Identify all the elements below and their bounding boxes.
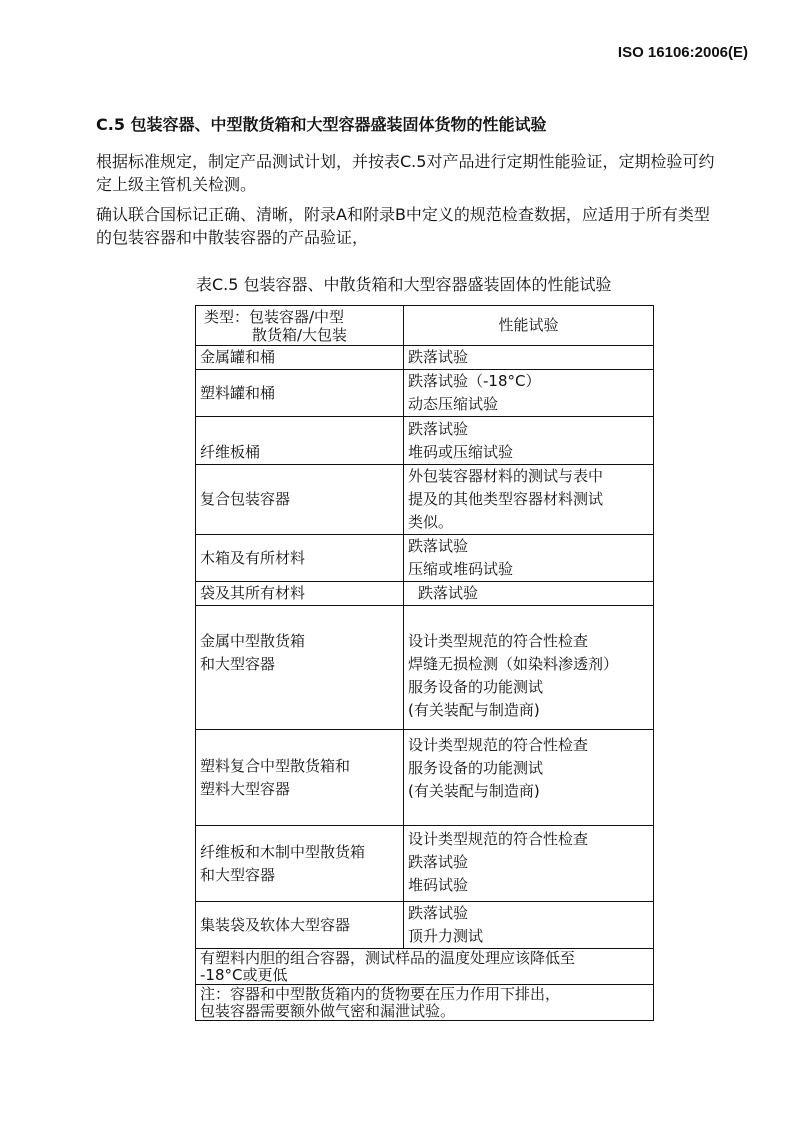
test-item: 设计类型规范的符合性检查 (408, 830, 589, 848)
test-item: 跌落试验 (408, 853, 469, 871)
type-column-header (196, 306, 404, 346)
test-item: 服务设备的功能测试 (408, 759, 544, 777)
test-item: 压缩或堆码试验 (408, 560, 514, 578)
test-item: (有关装配与制造商) (408, 701, 540, 719)
package-type-line: 纤维板和木制中型散货箱 (200, 842, 366, 861)
package-type: 金属罐和桶 (196, 346, 404, 370)
note-line: 有塑料内胆的组合容器，测试样品的温度处理应该降低至 (200, 948, 576, 967)
test-list (404, 370, 654, 417)
note-line: 包装容器需要额外做气密和漏泄试验。 (200, 1001, 456, 1020)
test-item: 设计类型规范的符合性检查 (408, 632, 589, 650)
test-list (404, 902, 654, 949)
table-row (196, 465, 654, 535)
test-item: 外包装容器材料的测试与表中 (408, 467, 604, 485)
test-item: 跌落试验 (408, 419, 469, 438)
table-header-row (196, 306, 654, 346)
test-list (404, 606, 654, 730)
package-type: 塑料罐和桶 (196, 370, 404, 417)
test-item: 顶升力测试 (408, 927, 484, 945)
table-row (196, 730, 654, 826)
table-row (196, 902, 654, 949)
package-type-line: 塑料大型容器 (200, 779, 291, 798)
tests-column-header: 性能试验 (404, 306, 654, 346)
test-item: 跌落试验（-18°C） (408, 372, 541, 390)
package-type (196, 826, 404, 902)
package-type: 袋及其所有材料 (196, 582, 404, 606)
package-type (196, 606, 404, 730)
paragraph-2: 确认联合国标记正确、清晰，附录A和附录B中定义的规范检查数据，应适用于所有类型的包装容器和中散装容器的产品验证， (96, 205, 710, 247)
temperature-note (196, 949, 654, 985)
performance-test-table (195, 305, 654, 1021)
pressure-note (196, 985, 654, 1021)
test-item: 跌落试验 (418, 584, 479, 602)
package-type-line: 和大型容器 (200, 654, 276, 673)
type-header-line-1: 类型：包装容器/中型 (204, 307, 345, 326)
table-note-row (196, 985, 654, 1021)
table-note-row (196, 949, 654, 985)
paragraph-1: 根据标准规定，制定产品测试计划，并按表C.5对产品进行定期性能验证，定期检验可约定上级主管机关检测。 (96, 152, 715, 194)
test-item: 堆码或压缩试验 (408, 442, 514, 461)
test-item: (有关装配与制造商) (408, 782, 540, 800)
table-row (196, 370, 654, 417)
table-row (196, 606, 654, 730)
test-item: 设计类型规范的符合性检查 (408, 736, 589, 754)
test-list (404, 465, 654, 535)
package-type: 木箱及有所材料 (196, 535, 404, 582)
table-row (196, 535, 654, 582)
test-item: 提及的其他类型容器材料测试 (408, 490, 604, 508)
table-caption: 表C.5 包装容器、中散货箱和大型容器盛装固体的性能试验 (196, 275, 612, 294)
package-type-line: 金属中型散货箱 (200, 631, 306, 650)
test-item: 动态压缩试验 (408, 395, 499, 413)
test-list (404, 730, 654, 826)
type-header-line-2: 散货箱/大包装 (252, 325, 348, 344)
test-item: 跌落试验 (408, 904, 469, 922)
section-title: C.5 包装容器、中型散货箱和大型容器盛装固体货物的性能试验 (96, 115, 547, 134)
table-row (196, 346, 654, 370)
package-type (196, 730, 404, 826)
package-type: 复合包装容器 (196, 465, 404, 535)
test-list (404, 417, 654, 465)
package-type: 集装袋及软体大型容器 (196, 902, 404, 949)
package-type: 纤维板桶 (196, 417, 404, 465)
note-line: 注：容器和中型散货箱内的货物要在压力作用下排出， (200, 984, 561, 1003)
test-list (404, 826, 654, 902)
table-row (196, 417, 654, 465)
table-row (196, 582, 654, 606)
test-list (404, 582, 654, 606)
standard-code: ISO 16106:2006(E) (617, 44, 748, 61)
test-item: 类似。 (408, 513, 454, 531)
package-type-line: 和大型容器 (200, 865, 276, 884)
test-item: 焊缝无损检测（如染料渗透剂） (408, 655, 619, 673)
test-list (404, 346, 654, 370)
test-list (404, 535, 654, 582)
package-type-line: 塑料复合中型散货箱和 (200, 756, 351, 775)
test-item: 服务设备的功能测试 (408, 678, 544, 696)
table-row (196, 826, 654, 902)
test-item: 跌落试验 (408, 348, 469, 366)
test-item: 跌落试验 (408, 537, 469, 555)
test-item: 堆码试验 (408, 876, 469, 894)
note-line: -18°C或更低 (200, 965, 288, 984)
